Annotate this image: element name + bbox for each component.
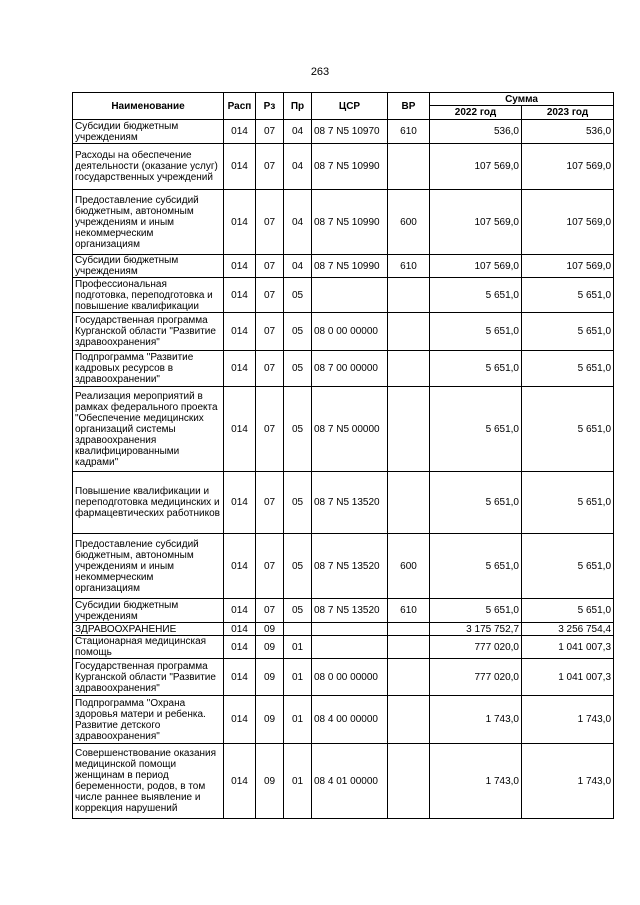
row-csr: 08 7 00 00000 [312,351,388,387]
row-sum-2022: 1 743,0 [430,696,522,744]
row-csr [312,623,388,636]
row-vr [388,313,430,351]
row-rz: 09 [256,636,284,659]
row-rz: 07 [256,599,284,623]
row-sum-2023: 5 651,0 [522,599,614,623]
row-name: ЗДРАВООХРАНЕНИЕ [73,623,224,636]
row-sum-2022: 107 569,0 [430,190,522,255]
table-row [73,744,614,819]
row-rasp: 014 [224,623,256,636]
row-pr: 05 [284,351,312,387]
row-pr: 01 [284,636,312,659]
row-sum-2023: 1 743,0 [522,744,614,819]
row-pr: 01 [284,659,312,696]
row-sum-2023: 1 743,0 [522,696,614,744]
row-rz: 07 [256,255,284,278]
table-row [73,387,614,472]
row-sum-2023: 5 651,0 [522,387,614,472]
row-rz: 07 [256,120,284,144]
row-name: Профессиональная подготовка, переподготовка и повышение квалификации [73,278,224,313]
table-row [73,636,614,659]
row-sum-2023: 536,0 [522,120,614,144]
row-rasp: 014 [224,190,256,255]
row-csr [312,278,388,313]
page-number: 263 [310,66,330,78]
row-vr [388,144,430,190]
row-pr: 05 [284,534,312,599]
row-rasp: 014 [224,534,256,599]
row-rz: 07 [256,190,284,255]
row-vr [388,659,430,696]
row-name: Стационарная медицинская помощь [73,636,224,659]
row-sum-2023: 3 256 754,4 [522,623,614,636]
row-csr: 08 7 N5 13520 [312,599,388,623]
table-row [73,696,614,744]
row-rz: 07 [256,472,284,534]
row-vr [388,387,430,472]
row-rasp: 014 [224,744,256,819]
row-rasp: 014 [224,144,256,190]
row-sum-2022: 777 020,0 [430,636,522,659]
table-row [73,190,614,255]
header-csr: ЦСР [312,93,388,120]
table-row [73,351,614,387]
row-csr: 08 4 00 00000 [312,696,388,744]
row-vr: 600 [388,534,430,599]
row-pr: 04 [284,190,312,255]
row-vr [388,278,430,313]
row-csr: 08 7 N5 10970 [312,120,388,144]
row-rasp: 014 [224,387,256,472]
row-csr [312,636,388,659]
table-row [73,659,614,696]
row-vr: 610 [388,120,430,144]
row-csr: 08 0 00 00000 [312,313,388,351]
row-name: Совершенствование оказания медицинской помощи женщинам в период беременности, родов, в том числе раннее выявление и коррекция нарушений [73,744,224,819]
table-row [73,623,614,636]
row-pr: 05 [284,387,312,472]
row-name: Субсидии бюджетным учреждениям [73,255,224,278]
row-pr: 05 [284,313,312,351]
header-name: Наименование [73,93,224,120]
row-name: Субсидии бюджетным учреждениям [73,599,224,623]
row-sum-2023: 5 651,0 [522,278,614,313]
row-sum-2022: 107 569,0 [430,255,522,278]
row-sum-2022: 1 743,0 [430,744,522,819]
row-sum-2022: 3 175 752,7 [430,623,522,636]
row-name: Подпрограмма "Охрана здоровья матери и ребенка. Развитие детского здравоохранения" [73,696,224,744]
row-rasp: 014 [224,472,256,534]
header-year-2023: 2023 год [522,106,614,120]
row-sum-2022: 5 651,0 [430,387,522,472]
row-rasp: 014 [224,599,256,623]
row-rasp: 014 [224,313,256,351]
table-row [73,144,614,190]
row-rz: 09 [256,623,284,636]
row-name: Подпрограмма "Развитие кадровых ресурсов в здравоохранении" [73,351,224,387]
row-pr: 04 [284,255,312,278]
row-csr: 08 0 00 00000 [312,659,388,696]
row-rz: 07 [256,278,284,313]
row-sum-2022: 777 020,0 [430,659,522,696]
row-sum-2022: 5 651,0 [430,351,522,387]
row-name: Государственная программа Курганской области "Развитие здравоохранения" [73,659,224,696]
row-pr: 04 [284,120,312,144]
header-vr: ВР [388,93,430,120]
row-name: Реализация мероприятий в рамках федерального проекта "Обеспечение медицинских организаций системы здравоохранения квалифицированными кадрами" [73,387,224,472]
row-csr: 08 7 N5 00000 [312,387,388,472]
header-sum: Сумма [430,93,614,106]
row-vr [388,623,430,636]
row-csr: 08 7 N5 10990 [312,255,388,278]
row-name: Предоставление субсидий бюджетным, автономным учреждениям и иным некоммерческим организациям [73,190,224,255]
row-rz: 09 [256,744,284,819]
header-year-2022: 2022 год [430,106,522,120]
row-sum-2023: 107 569,0 [522,144,614,190]
header-rasp: Расп [224,93,256,120]
row-sum-2023: 1 041 007,3 [522,659,614,696]
row-name: Предоставление субсидий бюджетным, автономным учреждениям и иным некоммерческим организациям [73,534,224,599]
table-row [73,599,614,623]
row-vr: 610 [388,599,430,623]
row-pr: 05 [284,472,312,534]
row-pr: 05 [284,599,312,623]
row-name: Субсидии бюджетным учреждениям [73,120,224,144]
row-name: Повышение квалификации и переподготовка медицинских и фармацевтических работников [73,472,224,534]
row-vr [388,744,430,819]
row-sum-2022: 5 651,0 [430,472,522,534]
row-sum-2023: 5 651,0 [522,472,614,534]
header-pr: Пр [284,93,312,120]
row-vr [388,636,430,659]
table-row [73,120,614,144]
row-rz: 09 [256,659,284,696]
row-rz: 07 [256,387,284,472]
row-pr: 01 [284,744,312,819]
row-vr [388,351,430,387]
row-csr: 08 7 N5 13520 [312,534,388,599]
row-sum-2023: 5 651,0 [522,351,614,387]
budget-table [72,92,614,819]
row-csr: 08 7 N5 13520 [312,472,388,534]
row-sum-2022: 5 651,0 [430,599,522,623]
row-vr [388,696,430,744]
table-row [73,278,614,313]
row-name: Государственная программа Курганской области "Развитие здравоохранения" [73,313,224,351]
row-rasp: 014 [224,120,256,144]
row-pr: 05 [284,278,312,313]
row-rz: 07 [256,313,284,351]
row-sum-2022: 5 651,0 [430,278,522,313]
row-vr: 600 [388,190,430,255]
row-sum-2023: 1 041 007,3 [522,636,614,659]
table-row [73,255,614,278]
row-vr [388,472,430,534]
row-pr: 04 [284,144,312,190]
row-sum-2023: 5 651,0 [522,534,614,599]
row-rasp: 014 [224,255,256,278]
table-row [73,472,614,534]
row-sum-2023: 107 569,0 [522,190,614,255]
row-csr: 08 7 N5 10990 [312,144,388,190]
row-pr: 01 [284,696,312,744]
row-sum-2022: 107 569,0 [430,144,522,190]
row-pr [284,623,312,636]
row-sum-2022: 536,0 [430,120,522,144]
table-row [73,534,614,599]
header-rz: Рз [256,93,284,120]
row-rz: 09 [256,696,284,744]
row-vr: 610 [388,255,430,278]
row-name: Расходы на обеспечение деятельности (оказание услуг) государственных учреждений [73,144,224,190]
row-sum-2023: 5 651,0 [522,313,614,351]
row-sum-2022: 5 651,0 [430,534,522,599]
row-rasp: 014 [224,278,256,313]
row-sum-2023: 107 569,0 [522,255,614,278]
row-csr: 08 7 N5 10990 [312,190,388,255]
row-rasp: 014 [224,636,256,659]
row-rz: 07 [256,144,284,190]
row-rasp: 014 [224,696,256,744]
row-sum-2022: 5 651,0 [430,313,522,351]
row-rz: 07 [256,351,284,387]
row-csr: 08 4 01 00000 [312,744,388,819]
row-rasp: 014 [224,351,256,387]
table-row [73,313,614,351]
row-rz: 07 [256,534,284,599]
row-rasp: 014 [224,659,256,696]
